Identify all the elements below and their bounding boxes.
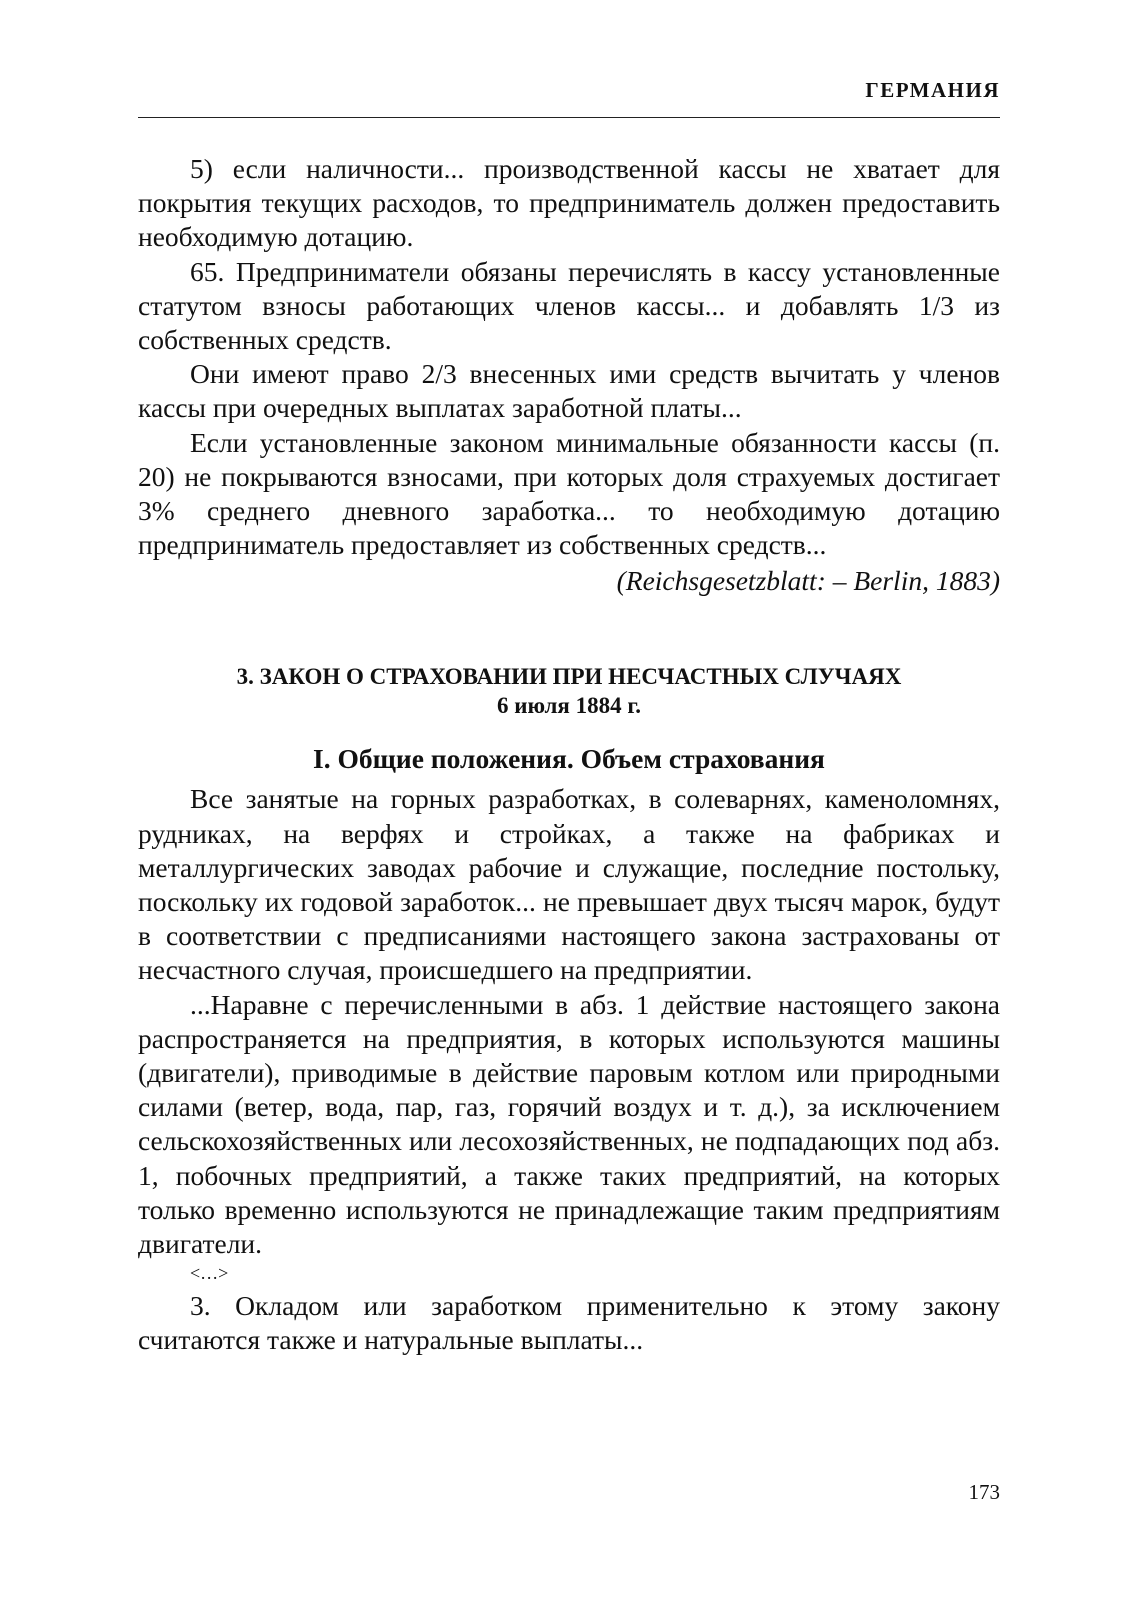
- paragraph: Все занятые на горных разработках, в солеварнях, каменоломнях, рудниках, на верфях и стройках, а также на фабриках и металлургических заводах рабочие и служащие, последние постольку, поскольку их годовой заработок... не превышает двух тысяч марок, будут в соответствии с предписаниями настоящего закона застрахованы от несчастного случая, происшедшего на предприятии.: [138, 783, 1000, 986]
- paragraph: Если установленные законом минимальные обязанности кассы (п. 20) не покрываются взносами, при которых доля страхуемых достигает 3% среднего дневного заработка... то необходимую дотацию предприниматель предоставляет из собственных средств...: [138, 426, 1000, 561]
- omission-mark: <…>: [190, 1263, 229, 1284]
- paragraph: 5) если наличности... производственной кассы не хватает для покрытия текущих расходов, то предприниматель должен предоставить необходимую дотацию.: [138, 153, 1000, 253]
- page-number: 173: [968, 1480, 1000, 1504]
- paragraph: Они имеют право 2/3 внесенных ими средств вычитать у членов кассы при очередных выплатах заработной платы...: [138, 358, 1000, 424]
- page-body: [138, 152, 1000, 1358]
- source-citation: (Reichsgesetzblatt: – Berlin, 1883): [616, 565, 1000, 597]
- paragraph: 3. Окладом или заработком применительно к этому закону считаются также и натуральные выплаты...: [138, 1290, 1000, 1356]
- subsection-title: I. Общие положения. Объем страхования: [313, 743, 825, 775]
- section-date: 6 июля 1884 г.: [497, 693, 641, 719]
- paragraph: 65. Предприниматели обязаны перечислять в кассу установленные статутом взносы работающих членов кассы... и добавлять 1/3 из собственных средств.: [138, 255, 1000, 356]
- paragraph: ...Наравне с перечисленными в абз. 1 действие настоящего закона распространяется на предприятия, в которых используются машины (двигатели), приводимые в действие паровым котлом или природными силами (ветер, вода, пар, газ, горячий воздух и т. д.), за исключением сельскохозяйственных или лесохозяйственных, не подпадающих под абз. 1, побочных предприятий, а также таких предприятий, на которых только временно используются не принадлежащие таким предприятиям двигатели.: [138, 988, 1000, 1260]
- header-rule: [138, 117, 1000, 118]
- running-header: ГЕРМАНИЯ: [865, 78, 1000, 102]
- section-title: 3. ЗАКОН О СТРАХОВАНИИ ПРИ НЕСЧАСТНЫХ СЛУЧАЯХ: [236, 664, 902, 690]
